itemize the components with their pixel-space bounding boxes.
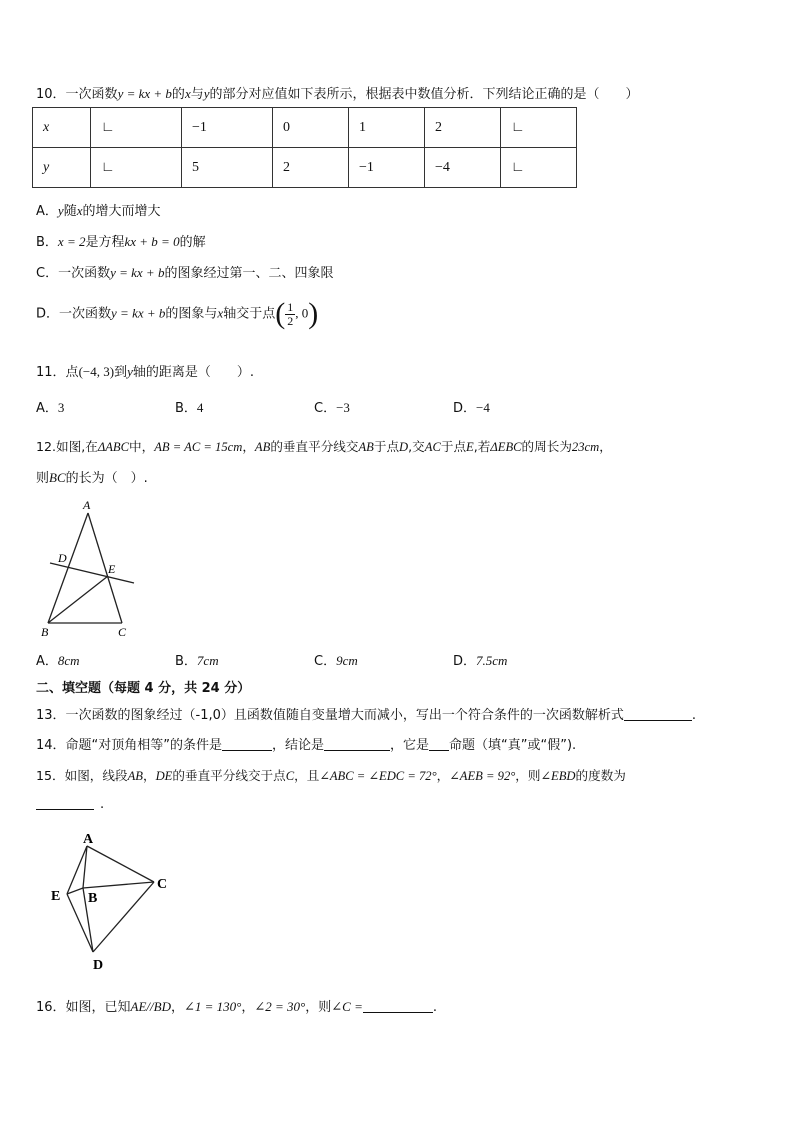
q15-math: DE bbox=[155, 769, 173, 783]
option-text: 是方程 bbox=[85, 235, 125, 250]
q12-math: AB = AC = 15cm bbox=[154, 440, 243, 454]
option-var: y bbox=[57, 203, 64, 218]
option-text: 的图象与 bbox=[165, 306, 218, 322]
q12-text: 则 bbox=[36, 471, 50, 486]
segment-ab bbox=[48, 513, 88, 623]
table-cell: ∟ bbox=[501, 108, 577, 148]
q13-text: . bbox=[691, 708, 697, 723]
paren-right: ) bbox=[308, 297, 319, 330]
option-label: D． bbox=[453, 654, 477, 669]
option-value: 4 bbox=[196, 400, 204, 415]
q12-text: 的长为（ ）. bbox=[65, 471, 148, 486]
table-cell: ∟ bbox=[91, 108, 182, 148]
label-d: D bbox=[58, 551, 67, 565]
q15-text: ，且 bbox=[294, 768, 320, 783]
q15-text: ，则 bbox=[515, 768, 541, 783]
q12-math: ΔABC bbox=[97, 440, 130, 454]
q15-math: C bbox=[285, 769, 295, 783]
q12-text: 于点 bbox=[440, 439, 467, 454]
table-cell: 5 bbox=[182, 148, 273, 188]
option-math: , 0 bbox=[295, 305, 309, 321]
q15-stem-line1 bbox=[36, 765, 626, 784]
q14-stem bbox=[36, 734, 576, 753]
q12-option-b[interactable] bbox=[175, 650, 314, 669]
q12-math: 23cm bbox=[571, 440, 600, 454]
q12-options bbox=[36, 650, 592, 669]
option-text: 一次函数 bbox=[59, 306, 112, 322]
q12-text: ， bbox=[242, 439, 255, 454]
perpendicular-bisector bbox=[50, 563, 134, 583]
q16-text: ， bbox=[241, 1000, 255, 1015]
q11-option-b[interactable] bbox=[175, 397, 314, 416]
table-row-x bbox=[33, 108, 577, 148]
segment-cd bbox=[93, 882, 154, 952]
table-cell: 0 bbox=[273, 108, 349, 148]
option-label: A． bbox=[36, 654, 58, 669]
segment-bc bbox=[83, 882, 154, 888]
q15-text: ， bbox=[436, 768, 450, 783]
segment-ae bbox=[67, 846, 87, 894]
q10-var: x bbox=[184, 86, 191, 101]
q13-stem bbox=[36, 704, 696, 723]
option-text: 的增大而增大 bbox=[82, 204, 161, 219]
q16-stem bbox=[36, 996, 437, 1015]
label-c: C bbox=[118, 625, 127, 639]
answer-blank[interactable] bbox=[363, 999, 433, 1013]
option-value: −4 bbox=[476, 400, 490, 415]
q10-text: 与 bbox=[190, 87, 204, 102]
table-cell: ∟ bbox=[91, 148, 182, 188]
answer-blank[interactable] bbox=[36, 796, 94, 810]
option-text: 的解 bbox=[179, 235, 206, 250]
q10-stem bbox=[36, 83, 639, 102]
q11-text: 到 bbox=[114, 365, 128, 380]
option-label: B． bbox=[175, 401, 197, 416]
segment-ac bbox=[88, 513, 122, 623]
segment-ac bbox=[87, 846, 154, 882]
option-label: B． bbox=[36, 235, 58, 250]
answer-blank[interactable] bbox=[429, 737, 449, 751]
option-label: D． bbox=[453, 401, 477, 416]
option-math: kx + b = 0 bbox=[124, 234, 180, 249]
option-label: A． bbox=[36, 204, 58, 219]
option-var: x bbox=[217, 305, 224, 321]
q11-option-a[interactable] bbox=[36, 397, 175, 416]
table-cell: −1 bbox=[349, 148, 425, 188]
table-cell: 2 bbox=[425, 108, 501, 148]
q12-math: E bbox=[466, 440, 474, 454]
option-label: B． bbox=[175, 654, 197, 669]
option-label: D． bbox=[36, 306, 60, 322]
q10-option-a[interactable] bbox=[36, 200, 161, 219]
q11-options bbox=[36, 397, 592, 416]
q13-text: 13．一次函数的图象经过（-1,0）且函数值随自变量增大而减小，写出一个符合条件的一次函数解析式 bbox=[36, 708, 624, 723]
q10-text: 的部分对应值如下表所示，根据表中数值分析．下列结论正确的是（ ） bbox=[209, 87, 639, 102]
label-b: B bbox=[41, 625, 49, 639]
q16-text: ， bbox=[170, 1000, 184, 1015]
q11-point: (−4, 3) bbox=[78, 364, 115, 379]
q10-number: 10 bbox=[36, 87, 53, 102]
q12-math: AB bbox=[358, 440, 374, 454]
q16-text: 16．如图，已知 bbox=[36, 1000, 131, 1015]
q15-text: 的垂直平分线交于点 bbox=[172, 768, 286, 783]
table-cell: −1 bbox=[182, 108, 273, 148]
table-cell: x bbox=[33, 108, 91, 148]
q12-text: ， bbox=[599, 439, 612, 454]
option-value: 9cm bbox=[336, 653, 358, 668]
q12-math: AB bbox=[254, 440, 271, 454]
q11-text: 轴的距离是（ ）. bbox=[132, 365, 254, 380]
table-cell: ∟ bbox=[501, 148, 577, 188]
answer-blank[interactable] bbox=[222, 737, 272, 751]
q14-text: 命题（填“真”或“假”). bbox=[449, 738, 577, 753]
option-value: −3 bbox=[336, 400, 350, 415]
q15-text: 15．如图，线段 bbox=[36, 768, 128, 783]
q16-math: ∠2 = 30° bbox=[254, 999, 306, 1014]
q12-triangle-figure bbox=[36, 496, 146, 642]
q14-text: ，结论是 bbox=[272, 738, 325, 753]
q12-text: 的周长为 bbox=[521, 439, 572, 454]
q15-math: ∠AEB = 92° bbox=[449, 769, 516, 783]
option-label: A． bbox=[36, 401, 58, 416]
table-cell: −4 bbox=[425, 148, 501, 188]
option-value: 3 bbox=[57, 400, 65, 415]
q14-text: 14．命题“对顶角相等”的条件是 bbox=[36, 738, 223, 753]
option-value: 8cm bbox=[57, 653, 80, 668]
q16-math: ∠C = bbox=[331, 999, 363, 1014]
answer-blank[interactable] bbox=[324, 737, 390, 751]
q12-text: ,交 bbox=[408, 439, 425, 454]
label-b: B bbox=[88, 891, 98, 906]
label-a: A bbox=[83, 498, 91, 512]
option-math: y = kx + b bbox=[110, 265, 165, 280]
option-text: 的图象经过第一、二、四象限 bbox=[164, 266, 334, 281]
q11-var: y bbox=[127, 364, 133, 379]
q12-text: 12.如图,在 bbox=[36, 439, 98, 454]
option-value: 7.5cm bbox=[476, 653, 508, 668]
q12-text: 中， bbox=[129, 439, 155, 454]
option-math: x = 2 bbox=[57, 234, 86, 249]
q15-text: ， bbox=[142, 768, 156, 783]
q16-math: AE//BD bbox=[130, 999, 171, 1014]
label-a: A bbox=[83, 832, 94, 847]
q11-stem bbox=[36, 361, 254, 380]
q10-func: y = kx + b bbox=[117, 86, 172, 101]
table-cell: 2 bbox=[273, 148, 349, 188]
q16-text: ，则 bbox=[305, 1000, 332, 1015]
option-label: C． bbox=[36, 266, 59, 281]
q15-stem-line2 bbox=[36, 796, 104, 812]
q15-text: 的度数为 bbox=[575, 768, 626, 783]
q16-math: ∠1 = 130° bbox=[184, 999, 242, 1014]
table-cell: 1 bbox=[349, 108, 425, 148]
label-d: D bbox=[93, 958, 104, 973]
q15-figure bbox=[40, 826, 180, 976]
option-value: 7cm bbox=[196, 653, 219, 668]
option-var: x bbox=[76, 203, 83, 218]
option-text: 一次函数 bbox=[58, 266, 111, 281]
label-e: E bbox=[51, 889, 61, 904]
fraction-num: 1 bbox=[287, 299, 294, 314]
q12-text: ,若 bbox=[473, 439, 491, 454]
table-cell: y bbox=[33, 148, 91, 188]
q12-option-d[interactable] bbox=[453, 650, 592, 669]
q15-math: ∠ABC = ∠EDC = 72° bbox=[319, 769, 437, 783]
q15-math: ∠EBD bbox=[540, 769, 576, 783]
q12-stem-line2 bbox=[36, 467, 148, 486]
q11-text: ．点 bbox=[52, 365, 79, 380]
q14-text: ，它是 bbox=[390, 738, 430, 753]
q10-option-b[interactable] bbox=[36, 231, 206, 250]
table-row-y bbox=[33, 148, 577, 188]
q10-option-d[interactable] bbox=[36, 299, 318, 329]
q10-option-c[interactable] bbox=[36, 262, 333, 281]
q10-text: ．一次函数 bbox=[52, 87, 118, 102]
q15-text: . bbox=[100, 797, 105, 812]
q12-text: 的垂直平分线交 bbox=[270, 439, 359, 454]
q12-option-c[interactable] bbox=[314, 650, 453, 669]
q16-text: . bbox=[432, 1000, 438, 1015]
q12-stem-line1 bbox=[36, 436, 612, 455]
section-heading: 二、填空题（每题 4 分，共 24 分） bbox=[36, 681, 251, 696]
option-text: 轴交于点 bbox=[223, 306, 276, 322]
q12-math: AC bbox=[424, 440, 441, 454]
option-label: C． bbox=[314, 654, 337, 669]
paren-left: ( bbox=[275, 297, 286, 330]
q11-number: 11 bbox=[36, 365, 53, 380]
q10-var: y bbox=[203, 86, 210, 101]
label-c: C bbox=[157, 877, 168, 892]
label-e: E bbox=[108, 562, 116, 576]
q12-math: D bbox=[399, 440, 409, 454]
q10-value-table bbox=[32, 107, 577, 188]
q12-option-a[interactable] bbox=[36, 650, 175, 669]
q11-option-d[interactable] bbox=[453, 397, 592, 416]
answer-blank[interactable] bbox=[624, 707, 692, 721]
q12-math: ΔEBC bbox=[490, 440, 522, 454]
q12-text: 于点 bbox=[373, 439, 400, 454]
fraction-den: 2 bbox=[287, 313, 294, 328]
q10-text: 的 bbox=[171, 87, 185, 102]
q15-math: AB bbox=[127, 769, 143, 783]
option-math: y = kx + b bbox=[111, 305, 166, 321]
q12-math: BC bbox=[49, 470, 66, 485]
option-label: C． bbox=[314, 401, 337, 416]
q11-option-c[interactable] bbox=[314, 397, 453, 416]
option-text: 随 bbox=[63, 204, 77, 219]
fraction bbox=[285, 301, 295, 328]
